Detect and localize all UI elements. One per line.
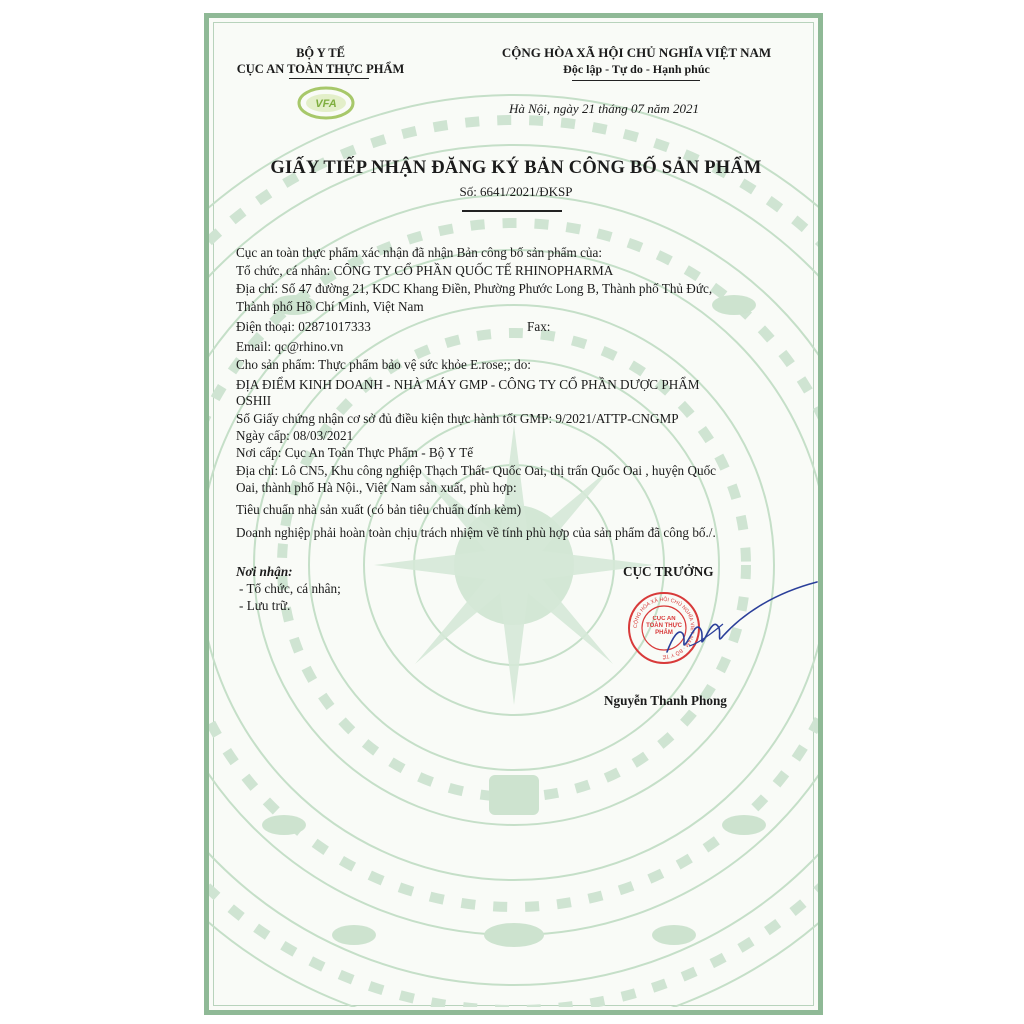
recipient-item: - Tổ chức, cá nhân; — [239, 581, 341, 596]
manufacturer-address-2: Oai, thành phố Hà Nội., Việt Nam sản xuất, phù hợp: — [236, 480, 517, 495]
manufacturer-line-1: ĐỊA ĐIỂM KINH DOANH - NHÀ MÁY GMP - CÔNG TY CỔ PHẦN DƯỢC PHẨM — [236, 377, 700, 392]
vfa-logo-text: VFA — [315, 98, 337, 110]
recipients-heading: Nơi nhận: — [236, 564, 293, 579]
document-title: GIẤY TIẾP NHẬN ĐĂNG KÝ BẢN CÔNG BỐ SẢN PHẨM — [270, 158, 762, 178]
intro-line: Cục an toàn thực phẩm xác nhận đã nhận Bản công bố sản phẩm của: — [236, 245, 603, 260]
title-underline — [462, 210, 562, 212]
document-number: Số: 6641/2021/ĐKSP — [459, 184, 573, 199]
manufacturer-address-1: Địa chỉ: Lô CN5, Khu công nghiệp Thạch Thất- Quốc Oai, thị trấn Quốc Oai , huyện Quốc — [236, 463, 717, 478]
phone-line: Điện thoại: 02871017333 — [236, 319, 371, 334]
seal-ring-text: CỘNG HÒA XÃ HỘI CHỦ NGHĨA VIỆT NAM · BỘ Y TẾ — [632, 596, 696, 660]
seal-center-text: CỤC AN TOÀN THỰC PHẨM — [646, 616, 682, 636]
issue-place-date: Hà Nội, ngày 21 tháng 07 năm 2021 — [509, 101, 699, 116]
signer-name: Nguyễn Thanh Phong — [604, 693, 727, 708]
manufacturer-line-2: OSHII — [236, 393, 272, 408]
email-line: Email: qc@rhino.vn — [236, 339, 344, 354]
gmp-issue-date: Ngày cấp: 08/03/2021 — [236, 428, 354, 443]
fax-line: Fax: — [527, 319, 551, 334]
signer-position: CỤC TRƯỞNG — [623, 564, 714, 579]
ministry-name: BỘ Y TẾ — [296, 46, 345, 60]
agency-underline — [289, 78, 369, 79]
address-line-2: Thành phố Hồ Chí Minh, Việt Nam — [236, 299, 424, 314]
national-motto: Độc lập - Tự do - Hạnh phúc — [563, 62, 710, 76]
gmp-issuer: Nơi cấp: Cục An Toàn Thực Phẩm - Bộ Y Tế — [236, 445, 474, 460]
standard-line: Tiêu chuẩn nhà sản xuất (có bản tiêu chuẩn đính kèm) — [236, 502, 522, 517]
responsibility-line: Doanh nghiệp phải hoàn toàn chịu trách nhiệm về tính phù hợp của sản phẩm đã công bố./. — [236, 525, 716, 540]
agency-name: CỤC AN TOÀN THỰC PHẨM — [236, 62, 405, 76]
organization-line: Tổ chức, cá nhân: CÔNG TY CỔ PHẦN QUỐC TẾ RHINOPHARMA — [236, 263, 614, 278]
recipient-item: - Lưu trữ. — [239, 598, 291, 613]
nation-name: CỘNG HÒA XÃ HỘI CHỦ NGHĨA VIỆT NAM — [501, 45, 772, 60]
certificate-page — [204, 13, 823, 1015]
product-line: Cho sản phẩm: Thực phẩm bảo vệ sức khỏe E.rose;; do: — [236, 357, 531, 372]
address-line-1: Địa chỉ: Số 47 đường 21, KDC Khang Điền, Phường Phước Long B, Thành phố Thủ Đức, — [236, 281, 713, 296]
handwritten-signature — [659, 574, 821, 674]
vfa-logo — [296, 83, 356, 123]
motto-underline — [572, 80, 700, 81]
gmp-certificate-line: Số Giấy chứng nhận cơ sở đủ điều kiện thực hành tốt GMP: 9/2021/ATTP-CNGMP — [236, 411, 679, 426]
